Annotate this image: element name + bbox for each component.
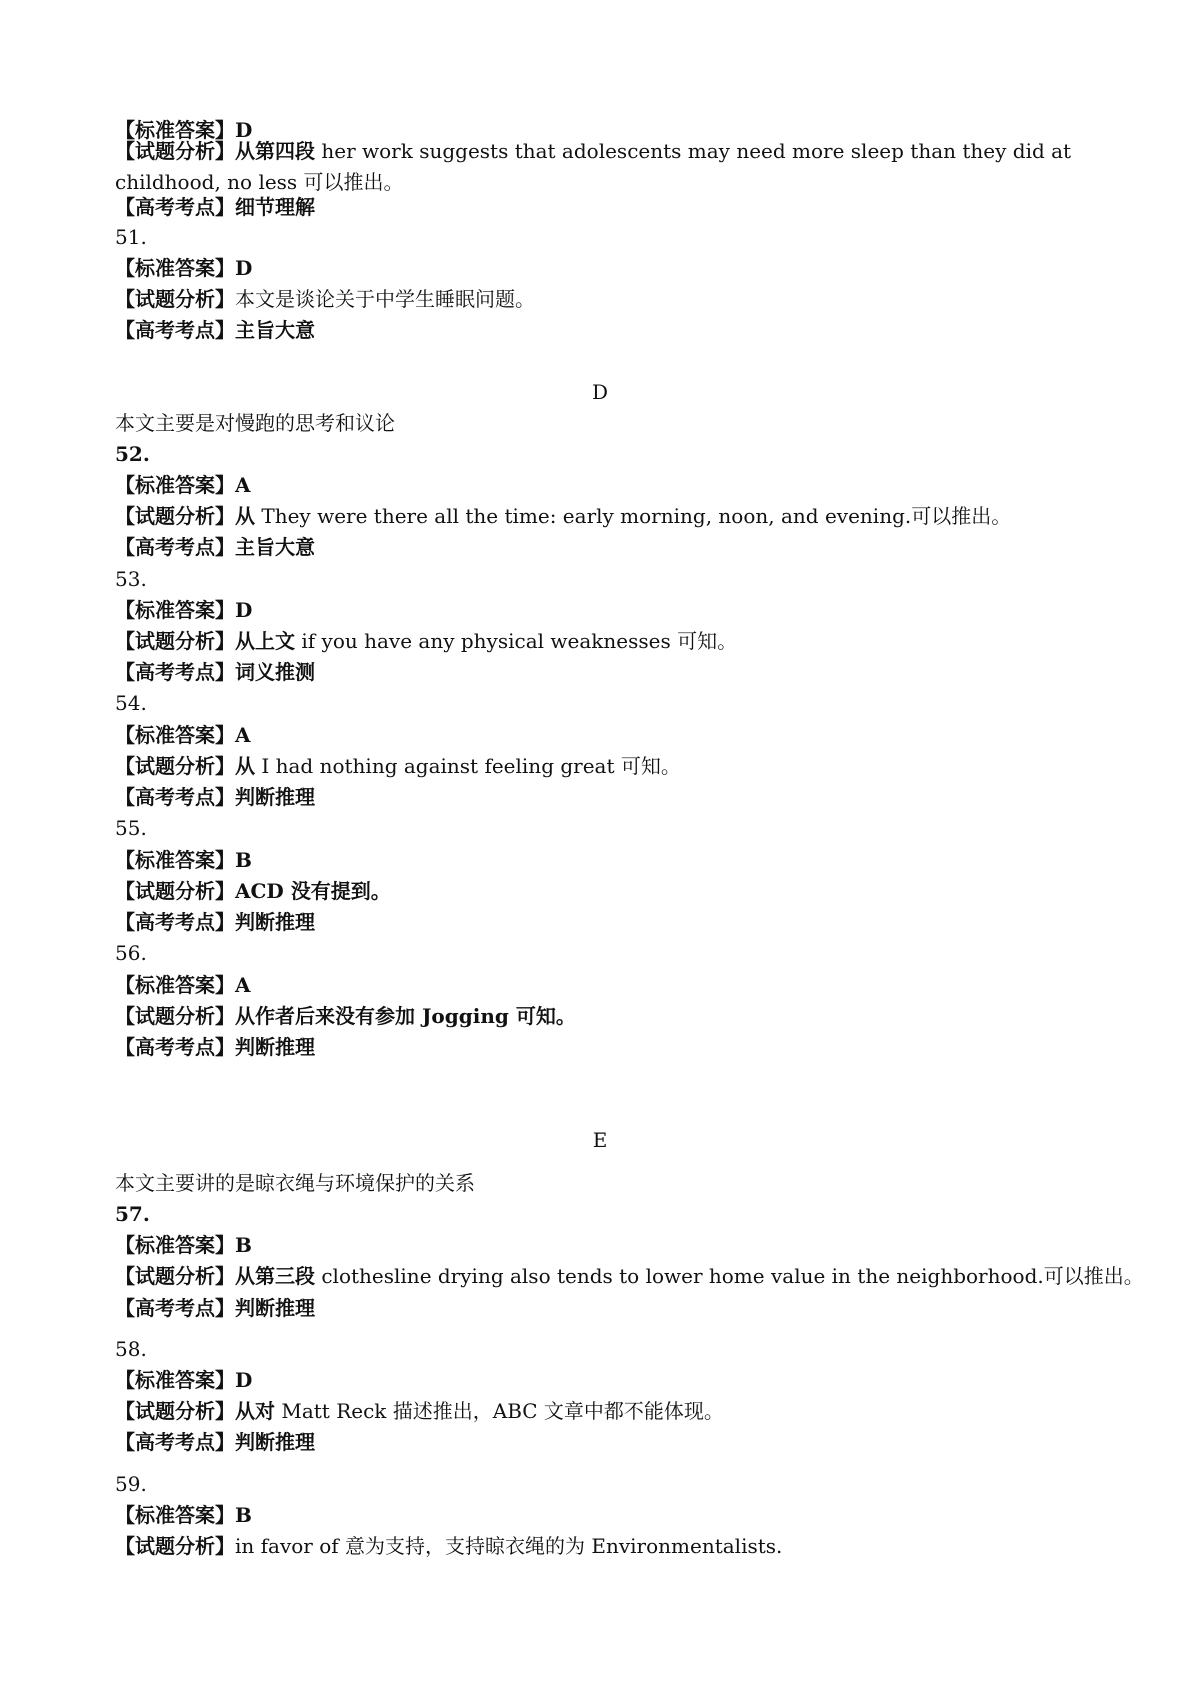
q56-point: 【高考考点】判断推理 (115, 1035, 315, 1059)
q57-analysis-label: 【试题分析】从第三段 (115, 1264, 315, 1288)
q55-point: 【高考考点】判断推理 (115, 910, 315, 934)
q59-analysis (115, 1534, 1105, 1558)
q53-number: 53. (115, 567, 147, 591)
q54-analysis (115, 754, 1105, 778)
q52-answer: 【标准答案】A (115, 473, 251, 497)
q57-analysis (115, 1264, 1144, 1288)
q54-analysis-label: 【试题分析】从 (115, 754, 255, 778)
q52-analysis (115, 504, 1105, 528)
q54-analysis-text: I had nothing against feeling great 可知。 (255, 754, 681, 778)
q50-analysis (115, 136, 1105, 198)
q50-answer: 【标准答案】D (115, 118, 253, 142)
q59-number: 59. (115, 1472, 147, 1496)
q51-analysis-label: 【试题分析】 (115, 287, 235, 311)
q52-number: 52. (115, 442, 150, 466)
q59-analysis-label: 【试题分析】 (115, 1534, 235, 1558)
q54-number: 54. (115, 691, 147, 715)
section-d-heading: D (591, 380, 609, 404)
q58-analysis-text: Matt Reck 描述推出，ABC 文章中都不能体现。 (275, 1399, 724, 1423)
q57-point: 【高考考点】判断推理 (115, 1296, 315, 1320)
q51-number: 51. (115, 225, 147, 249)
q53-point: 【高考考点】词义推测 (115, 660, 315, 684)
q51-analysis (115, 287, 1105, 311)
q55-analysis: 【试题分析】ACD 没有提到。 (115, 879, 391, 903)
q57-analysis-text: clothesline drying also tends to lower home value in the neighborhood.可以推出。 (315, 1264, 1144, 1288)
q52-analysis-text: They were there all the time: early morning, noon, and evening.可以推出。 (255, 504, 1012, 528)
section-e-intro: 本文主要讲的是晾衣绳与环境保护的关系 (115, 1171, 475, 1195)
q56-number: 56. (115, 941, 147, 965)
q55-answer: 【标准答案】B (115, 848, 252, 872)
q54-point: 【高考考点】判断推理 (115, 785, 315, 809)
q56-answer: 【标准答案】A (115, 973, 251, 997)
q59-analysis-text: in favor of 意为支持，支持晾衣绳的为 Environmentalists. (235, 1534, 783, 1558)
q53-analysis-label: 【试题分析】从上文 (115, 629, 295, 653)
q57-answer: 【标准答案】B (115, 1233, 252, 1257)
q58-number: 58. (115, 1337, 147, 1361)
section-d-intro: 本文主要是对慢跑的思考和议论 (115, 411, 395, 435)
q54-answer: 【标准答案】A (115, 723, 251, 747)
q51-analysis-text: 本文是谈论关于中学生睡眠问题。 (235, 287, 535, 311)
q51-answer: 【标准答案】D (115, 256, 253, 280)
q58-point: 【高考考点】判断推理 (115, 1430, 315, 1454)
q59-answer: 【标准答案】B (115, 1503, 252, 1527)
q52-analysis-label: 【试题分析】从 (115, 504, 255, 528)
q57-number: 57. (115, 1202, 150, 1226)
q58-analysis (115, 1399, 1105, 1423)
q58-analysis-label: 【试题分析】从对 (115, 1399, 275, 1423)
q55-number: 55. (115, 816, 147, 840)
q58-answer: 【标准答案】D (115, 1368, 253, 1392)
q56-analysis: 【试题分析】从作者后来没有参加 Jogging 可知。 (115, 1004, 576, 1028)
q50-point: 【高考考点】细节理解 (115, 195, 315, 219)
q53-answer: 【标准答案】D (115, 598, 253, 622)
q53-analysis (115, 629, 1105, 653)
q50-analysis-text: her work suggests that adolescents may need more sleep than they did at childhood, no less 可以推出。 (115, 139, 1072, 194)
q50-analysis-label: 【试题分析】从第四段 (115, 139, 315, 163)
q53-analysis-text: if you have any physical weaknesses 可知。 (295, 629, 738, 653)
q52-point: 【高考考点】主旨大意 (115, 535, 315, 559)
q51-point: 【高考考点】主旨大意 (115, 318, 315, 342)
section-e-heading: E (592, 1128, 608, 1152)
